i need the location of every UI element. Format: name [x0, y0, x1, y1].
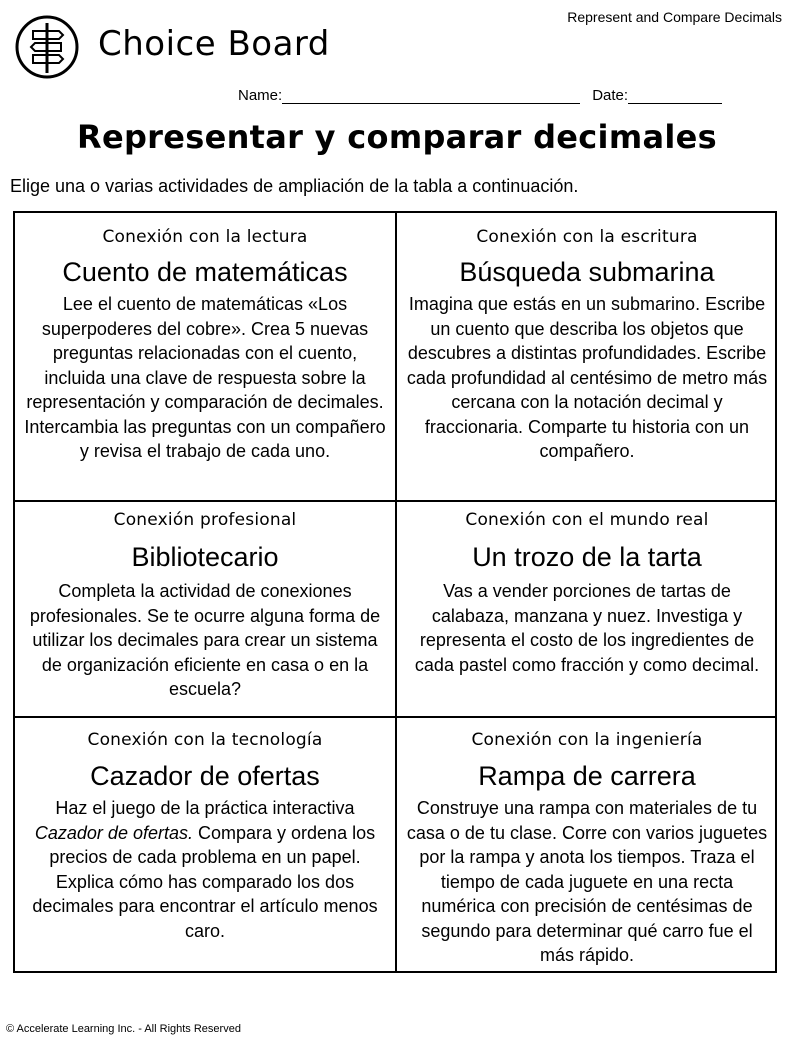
activity-description: Construye una rampa con materiales de tu casa o de tu clase. Corre con varios juguetes por la rampa y anota los tiempos. Traza el tiempo de cada juguete en una recta numérica con precisión de centésimas de segundo para determinar qué carro fue el más rápido.	[406, 798, 768, 965]
activity-heading: Bibliotecario	[131, 542, 279, 572]
category-label: Conexión con la escritura	[476, 227, 698, 247]
name-label: Name:	[238, 87, 283, 104]
category-label: Conexión con la ingeniería	[471, 730, 703, 750]
category-label: Conexión con el mundo real	[465, 510, 709, 530]
copyright-footer: © Accelerate Learning Inc. - All Rights Reserved	[6, 1023, 241, 1035]
date-field[interactable]	[628, 88, 722, 104]
choice-cell-writing	[397, 213, 777, 502]
activity-description: Lee el cuento de matemáticas «Los superpoderes del cobre». Crea 5 nuevas preguntas relacionadas con el cuento, incluida una clave de respuesta sobre la representación y comparación de decimales. Intercambia las preguntas con un compañero y revisa el trabajo de cada uno.	[24, 294, 386, 461]
category-label: Conexión con la lectura	[102, 227, 308, 247]
activity-heading: Cuento de matemáticas	[62, 257, 348, 287]
activity-description	[21, 796, 389, 943]
choice-cell-career	[15, 502, 397, 718]
activity-heading: Un trozo de la tarta	[472, 542, 702, 572]
description-text: Compara y ordena los precios de cada problema en un papel. Explica cómo has comparado los dos decimales para encontrar el artículo menos caro.	[32, 822, 378, 941]
category-label: Conexión con la tecnología	[87, 730, 323, 750]
page-title: Representar y comparar decimales	[77, 118, 717, 156]
signpost-logo-icon	[15, 15, 79, 79]
choice-grid	[13, 211, 777, 973]
unit-title: Represent and Compare Decimals	[567, 9, 782, 25]
choice-cell-technology	[15, 718, 397, 971]
name-date-row	[238, 87, 722, 104]
description-text: Haz el juego de la práctica interactiva	[55, 798, 355, 818]
choice-cell-real-world	[397, 502, 777, 718]
activity-heading: Búsqueda submarina	[459, 257, 715, 287]
activity-heading: Cazador de ofertas	[90, 761, 320, 791]
activity-description: Vas a vender porciones de tartas de calabaza, manzana y nuez. Investiga y representa el costo de los ingredientes de cada pastel como fracción y como decimal.	[414, 581, 760, 675]
activity-heading: Rampa de carrera	[478, 761, 696, 791]
activity-description: Completa la actividad de conexiones profesionales. Se te ocurre alguna forma de utilizar los decimales para crear un sistema de organización eficiente en casa o en la escuela?	[29, 581, 381, 699]
date-label: Date:	[592, 87, 629, 104]
game-title: Cazador de ofertas.	[34, 822, 193, 843]
activity-description: Imagina que estás en un submarino. Escribe un cuento que describa los objetos que descubres a distintas profundidades. Escribe cada profundidad al centésimo de metro más cercana con la notación decimal y fraccionaria. Comparte tu historia con un compañero.	[406, 294, 768, 461]
brand-title: Choice Board	[98, 24, 330, 64]
name-field[interactable]	[282, 88, 580, 104]
category-label: Conexión profesional	[113, 510, 297, 530]
choice-cell-engineering	[397, 718, 777, 971]
choice-cell-reading	[15, 213, 397, 502]
instructions: Elige una o varias actividades de ampliación de la tabla a continuación.	[10, 176, 579, 196]
